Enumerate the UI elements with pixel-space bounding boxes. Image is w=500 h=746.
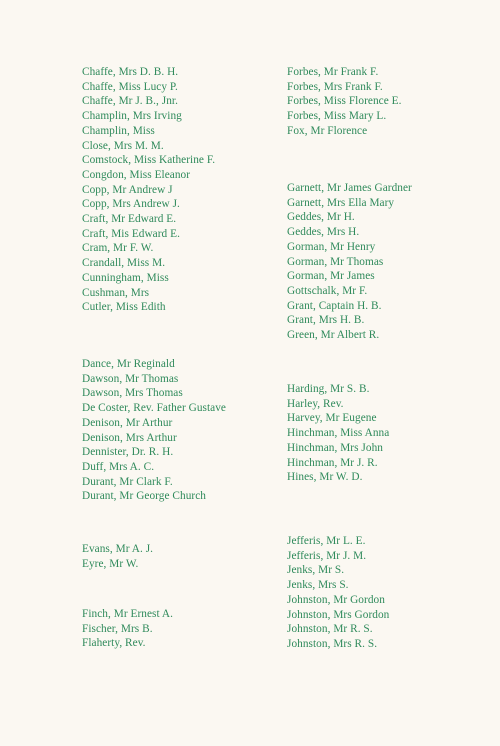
name-group-f: [82, 607, 173, 651]
passenger-name: De Coster, Rev. Father Gustave: [82, 402, 227, 415]
passenger-name: Close, Mrs M. M.: [82, 139, 164, 152]
passenger-name: Jenks, Mrs S.: [287, 579, 349, 592]
name-group-j: [287, 534, 389, 652]
passenger-name: Hinchman, Mr J. R.: [287, 456, 378, 469]
passenger-name: Chaffe, Miss Lucy P.: [82, 80, 178, 93]
passenger-name: Chaffe, Mrs D. B. H.: [82, 66, 179, 78]
passenger-name: Geddes, Mrs H.: [287, 226, 360, 239]
passenger-name: Hines, Mr W. D.: [287, 471, 363, 484]
passenger-name: Dawson, Mrs Thomas: [82, 387, 183, 400]
passenger-name: Forbes, Miss Mary L.: [287, 110, 387, 123]
passenger-name: Champlin, Miss: [82, 124, 155, 137]
passenger-name: Jefferis, Mr L. E.: [287, 535, 366, 547]
passenger-name: Gottschalk, Mr F.: [287, 284, 368, 297]
passenger-name: Hinchman, Mrs John: [287, 441, 383, 454]
passenger-name: Fischer, Mrs B.: [82, 622, 153, 635]
passenger-name: Cushman, Mrs: [82, 286, 150, 299]
name-group-f: [287, 65, 401, 139]
passenger-name: Garnett, Mr James Gardner: [287, 182, 412, 194]
passenger-name: Gorman, Mr Henry: [287, 240, 376, 253]
passenger-name: Durant, Mr George Church: [82, 490, 206, 503]
passenger-name: Johnston, Mr Gordon: [287, 593, 385, 606]
passenger-name: Fox, Mr Florence: [287, 124, 368, 137]
passenger-name: Dennister, Dr. R. H.: [82, 446, 174, 459]
passenger-name: Forbes, Mr Frank F.: [287, 66, 379, 78]
name-group-e: [82, 542, 153, 571]
passenger-name: Champlin, Mrs Irving: [82, 110, 182, 123]
passenger-name: Forbes, Mrs Frank F.: [287, 80, 383, 93]
passenger-name: Johnston, Mrs Gordon: [287, 608, 390, 621]
passenger-name: Dance, Mr Reginald: [82, 358, 175, 370]
passenger-name: Chaffe, Mr J. B., Jnr.: [82, 95, 178, 108]
name-group-c: [82, 65, 215, 315]
passenger-name: Evans, Mr A. J.: [82, 543, 154, 555]
passenger-name: Denison, Mr Arthur: [82, 416, 173, 429]
passenger-name: Geddes, Mr H.: [287, 211, 355, 224]
passenger-name: Comstock, Miss Katherine F.: [82, 154, 216, 167]
passenger-name: Duff, Mrs A. C.: [82, 460, 155, 473]
passenger-name: Johnston, Mrs R. S.: [287, 637, 378, 650]
passenger-name: Craft, Mr Edward E.: [82, 213, 177, 226]
passenger-name: Craft, Mis Edward E.: [82, 227, 180, 240]
passenger-name: Denison, Mrs Arthur: [82, 431, 177, 444]
passenger-name: Harley, Rev.: [287, 397, 344, 410]
passenger-name: Finch, Mr Ernest A.: [82, 608, 174, 620]
passenger-name: Eyre, Mr W.: [82, 557, 139, 570]
name-group-h: [287, 382, 389, 485]
passenger-name: Copp, Mr Andrew J: [82, 183, 173, 196]
passenger-name: Congdon, Miss Eleanor: [82, 168, 191, 181]
passenger-name: Harvey, Mr Eugene: [287, 412, 377, 425]
passenger-name: Copp, Mrs Andrew J.: [82, 198, 180, 211]
passenger-name: Gorman, Mr Thomas: [287, 255, 384, 268]
passenger-name: Dawson, Mr Thomas: [82, 372, 179, 385]
passenger-name: Garnett, Mrs Ella Mary: [287, 196, 395, 209]
passenger-name: Durant, Mr Clark F.: [82, 475, 173, 488]
passenger-name: Cutler, Miss Edith: [82, 301, 166, 314]
passenger-name: Jefferis, Mr J. M.: [287, 549, 367, 562]
passenger-name: Cram, Mr F. W.: [82, 242, 154, 255]
passenger-name: Grant, Captain H. B.: [287, 299, 382, 312]
passenger-name: Flaherty, Rev.: [82, 637, 146, 650]
passenger-name: Jenks, Mr S.: [287, 564, 345, 577]
passenger-name: Johnston, Mr R. S.: [287, 623, 373, 636]
name-group-g: [287, 181, 412, 343]
passenger-name: Hinchman, Miss Anna: [287, 427, 390, 440]
passenger-name: Crandall, Miss M.: [82, 257, 166, 270]
passenger-name: Grant, Mrs H. B.: [287, 314, 365, 327]
passenger-name: Gorman, Mr James: [287, 270, 375, 283]
passenger-name: Green, Mr Albert R.: [287, 329, 380, 342]
passenger-name: Forbes, Miss Florence E.: [287, 95, 402, 108]
passenger-name: Harding, Mr S. B.: [287, 383, 370, 395]
name-group-d: [82, 357, 226, 504]
passenger-name: Cunningham, Miss: [82, 271, 169, 284]
